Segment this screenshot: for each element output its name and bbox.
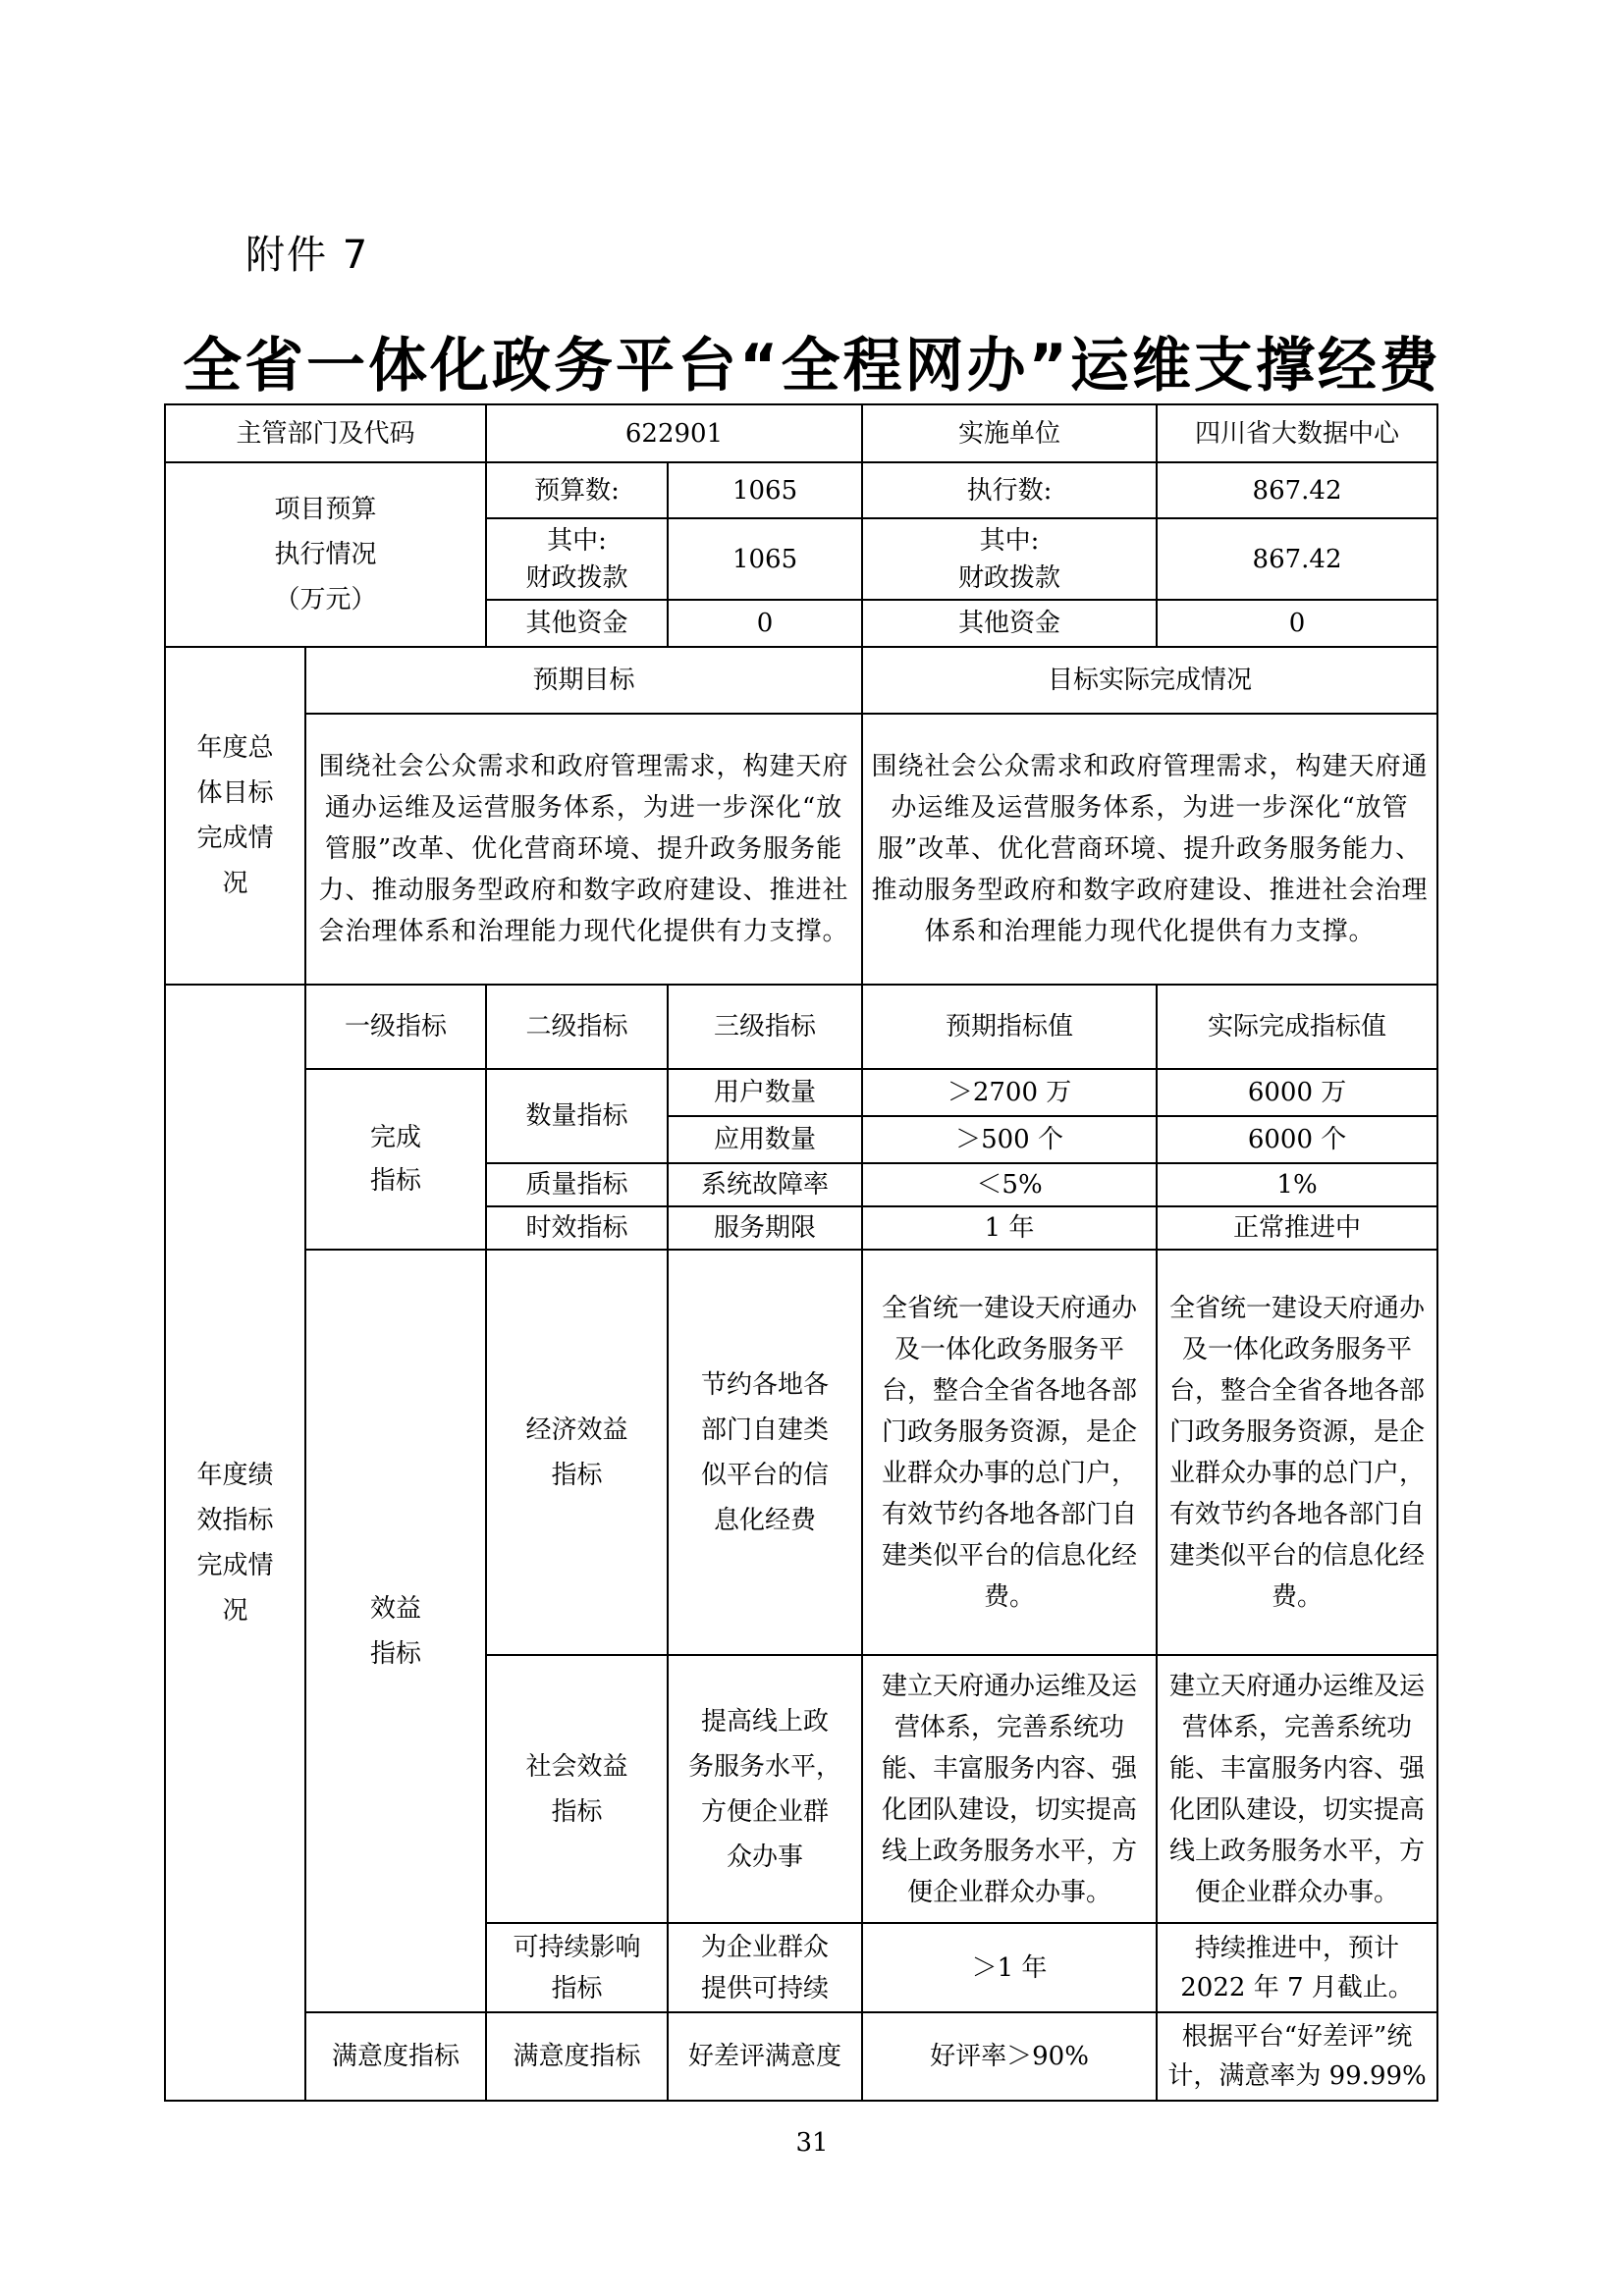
economic-expected: 全省统一建设天府通办及一体化政务服务平台，整合全省各地各部门政务服务资源，是企业群众办事的总门户，有效节约各地各部门自建类似平台的信息化经费。	[862, 1250, 1157, 1655]
budget-amount-label: 预算数:	[486, 462, 668, 518]
sustain-l3: 为企业群众 提供可持续	[668, 1923, 862, 2012]
apps-actual: 6000 个	[1157, 1116, 1437, 1163]
satisfaction-label: 满意度指标	[305, 2012, 486, 2101]
timeliness-label: 时效指标	[486, 1206, 668, 1250]
other-budget-value: 0	[668, 600, 862, 647]
social-l3: 提高线上政 务服务水平， 方便企业群 众办事	[668, 1655, 862, 1923]
failure-label: 系统故障率	[668, 1163, 862, 1206]
failure-actual: 1%	[1157, 1163, 1437, 1206]
header-actual: 实际完成指标值	[1157, 985, 1437, 1069]
dept-code: 622901	[486, 404, 862, 462]
fiscal-budget-label: 其中: 财政拨款	[486, 518, 668, 600]
users-label: 用户数量	[668, 1069, 862, 1116]
other-exec-label: 其他资金	[862, 600, 1157, 647]
failure-expected: ＜5%	[862, 1163, 1157, 1206]
document-title: 全省一体化政务平台“全程网办”运维支撑经费	[183, 332, 1441, 400]
social-expected: 建立天府通办运维及运营体系，完善系统功能、丰富服务内容、强化团队建设，切实提高线上政务服务水平，方便企业群众办事。	[862, 1655, 1157, 1923]
social-label: 社会效益 指标	[486, 1655, 668, 1923]
sustain-actual: 持续推进中，预计 2022 年 7 月截止。	[1157, 1923, 1437, 2012]
quality-label: 质量指标	[486, 1163, 668, 1206]
impl-label: 实施单位	[862, 404, 1157, 462]
exec-amount-label: 执行数:	[862, 462, 1157, 518]
satisfaction-actual: 根据平台“好差评”统 计，满意率为 99.99%	[1157, 2012, 1437, 2101]
actual-goal-text: 围绕社会公众需求和政府管理需求，构建天府通办运维及运营服务体系，为进一步深化“放管服”改革、优化营商环境、提升政务服务能力、推动服务型政府和数字政府建设、推进社会治理体系和治理能力现代化提供有力支撑。	[862, 714, 1437, 985]
sustain-expected: ＞1 年	[862, 1923, 1157, 2012]
impl-unit: 四川省大数据中心	[1157, 404, 1437, 462]
header-level2: 二级指标	[486, 985, 668, 1069]
period-actual: 正常推进中	[1157, 1206, 1437, 1250]
page-number: 31	[795, 2128, 829, 2158]
period-expected: 1 年	[862, 1206, 1157, 1250]
apps-expected: ＞500 个	[862, 1116, 1157, 1163]
fiscal-exec-label: 其中: 财政拨款	[862, 518, 1157, 600]
annual-goal-label: 年度总 体目标 完成情 况	[165, 647, 305, 985]
expected-goal-text: 围绕社会公众需求和政府管理需求，构建天府通办运维及运营服务体系，为进一步深化“放管服”改革、优化营商环境、提升政务服务能力、推动服务型政府和数字政府建设、推进社会治理体系和治理能力现代化提供有力支撑。	[305, 714, 862, 985]
budget-label: 项目预算 执行情况 （万元）	[165, 462, 486, 647]
header-level3: 三级指标	[668, 985, 862, 1069]
economic-actual: 全省统一建设天府通办及一体化政务服务平台，整合全省各地各部门政务服务资源，是企业群众办事的总门户，有效节约各地各部门自建类似平台的信息化经费。	[1157, 1250, 1437, 1655]
social-actual: 建立天府通办运维及运营体系，完善系统功能、丰富服务内容、强化团队建设，切实提高线上政务服务水平，方便企业群众办事。	[1157, 1655, 1437, 1923]
fiscal-exec-value: 867.42	[1157, 518, 1437, 600]
benefit-label: 效益 指标	[305, 1250, 486, 2012]
expected-goal-header: 预期目标	[305, 647, 862, 714]
economic-l3: 节约各地各 部门自建类 似平台的信 息化经费	[668, 1250, 862, 1655]
exec-amount-value: 867.42	[1157, 462, 1437, 518]
users-expected: ＞2700 万	[862, 1069, 1157, 1116]
fiscal-budget-value: 1065	[668, 518, 862, 600]
apps-label: 应用数量	[668, 1116, 862, 1163]
users-actual: 6000 万	[1157, 1069, 1437, 1116]
budget-amount-value: 1065	[668, 462, 862, 518]
other-exec-value: 0	[1157, 600, 1437, 647]
sustain-label: 可持续影响 指标	[486, 1923, 668, 2012]
dept-label: 主管部门及代码	[165, 404, 486, 462]
performance-label: 年度绩 效指标 完成情 况	[165, 985, 305, 2101]
actual-goal-header: 目标实际完成情况	[862, 647, 1437, 714]
performance-table	[164, 403, 1438, 2102]
economic-label: 经济效益 指标	[486, 1250, 668, 1655]
header-level1: 一级指标	[305, 985, 486, 1069]
period-label: 服务期限	[668, 1206, 862, 1250]
header-expected: 预期指标值	[862, 985, 1157, 1069]
attachment-label: 附件 7	[245, 233, 370, 278]
other-budget-label: 其他资金	[486, 600, 668, 647]
satisfaction-expected: 好评率＞90%	[862, 2012, 1157, 2101]
completion-label: 完成 指标	[305, 1069, 486, 1250]
satisfaction-l3: 好差评满意度	[668, 2012, 862, 2101]
quantity-label: 数量指标	[486, 1069, 668, 1163]
satisfaction-l2: 满意度指标	[486, 2012, 668, 2101]
